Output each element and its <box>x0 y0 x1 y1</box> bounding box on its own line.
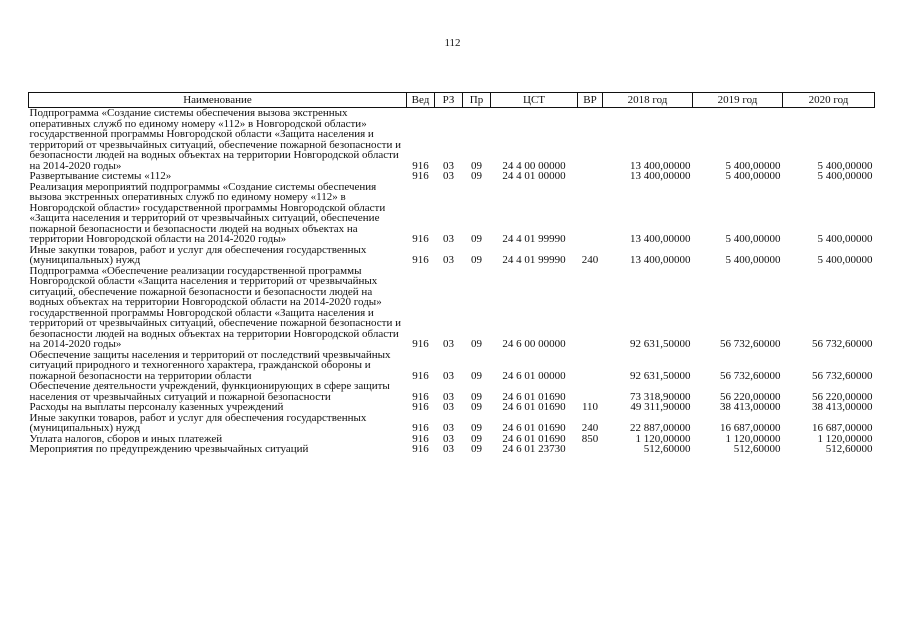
page-number: 112 <box>444 37 461 49</box>
cell-ved: 916 <box>412 432 429 445</box>
table-row <box>29 381 875 402</box>
cell-2019: 1 120,00000 <box>725 432 781 445</box>
cell-rz: 03 <box>443 254 454 266</box>
cell-2018: 512,60000 <box>643 443 691 455</box>
cell-name: Расходы на выплаты персоналу казенных учреждений <box>29 401 284 413</box>
cell-pr: 09 <box>471 338 482 350</box>
cell-2018: 92 631,50000 <box>630 369 691 382</box>
cell-2019: 38 413,00000 <box>720 401 781 413</box>
header-cst: ЦСТ <box>491 93 578 108</box>
cell-pr: 09 <box>471 254 482 266</box>
table-row <box>29 402 875 413</box>
cell-cst: 24 4 01 00000 <box>502 170 566 182</box>
cell-2018: 13 400,00000 <box>630 159 691 172</box>
cell-ved: 916 <box>412 254 429 266</box>
header-2020: 2020 год <box>783 93 875 108</box>
cell-cst: 24 4 00 00000 <box>502 159 566 172</box>
cell-pr: 09 <box>471 432 482 445</box>
cell-name: Иные закупки товаров, работ и услуг для обеспечения государственных (муниципальных) нужд <box>29 243 367 266</box>
cell-ved: 916 <box>412 390 429 403</box>
cell-2018: 13 400,00000 <box>630 233 691 245</box>
cell-rz: 03 <box>443 170 454 182</box>
cell-pr: 09 <box>471 443 482 455</box>
cell-cst: 24 6 01 00000 <box>502 369 566 382</box>
cell-pr: 09 <box>471 369 482 382</box>
cell-pr: 09 <box>471 390 482 403</box>
cell-2019: 512,60000 <box>733 443 781 455</box>
cell-2018: 92 631,50000 <box>630 338 691 350</box>
cell-name: Иные закупки товаров, работ и услуг для обеспечения государственных (муниципальных) нужд <box>29 411 367 434</box>
cell-ved: 916 <box>412 369 429 382</box>
cell-cst: 24 6 00 00000 <box>502 338 566 350</box>
cell-cst: 24 6 01 01690 <box>502 401 566 413</box>
cell-2019: 5 400,00000 <box>725 159 781 172</box>
cell-2020: 56 732,60000 <box>812 338 873 350</box>
cell-cst: 24 6 01 01690 <box>502 390 566 403</box>
cell-ved: 916 <box>412 159 429 172</box>
cell-vr <box>578 444 603 455</box>
cell-ved: 916 <box>412 422 429 434</box>
cell-2018: 13 400,00000 <box>630 170 691 182</box>
cell-vr: 240 <box>581 254 599 266</box>
cell-2018: 13 400,00000 <box>630 254 691 266</box>
table-row <box>29 350 875 382</box>
cell-vr <box>578 108 603 172</box>
cell-rz: 03 <box>443 401 454 413</box>
cell-2020: 56 220,00000 <box>812 390 873 403</box>
cell-rz: 03 <box>443 159 454 172</box>
cell-2019: 56 732,60000 <box>720 369 781 382</box>
cell-2019: 5 400,00000 <box>725 254 781 266</box>
cell-vr: 110 <box>581 401 599 413</box>
cell-2018: 1 120,00000 <box>635 432 691 445</box>
cell-name: Обеспечение защиты населения и территорий от последствий чрезвычайных ситуаций природного и техногенного характера, гражданской обороны и пожарной безопасности на территории области <box>29 348 391 382</box>
table-row <box>29 171 875 182</box>
cell-2019: 56 732,60000 <box>720 338 781 350</box>
header-name: Наименование <box>29 93 407 108</box>
cell-name: Мероприятия по предупреждению чрезвычайных ситуаций <box>29 443 309 455</box>
cell-vr <box>578 350 603 382</box>
cell-ved: 916 <box>412 401 429 413</box>
cell-rz: 03 <box>443 233 454 245</box>
cell-pr: 09 <box>471 422 482 434</box>
cell-cst: 24 4 01 99990 <box>502 233 566 245</box>
table-body <box>29 108 875 455</box>
cell-name: Уплата налогов, сборов и иных платежей <box>29 432 223 445</box>
cell-2018: 49 311,90000 <box>630 401 691 413</box>
cell-2020: 1 120,00000 <box>817 432 873 445</box>
cell-2019: 56 220,00000 <box>720 390 781 403</box>
cell-pr: 09 <box>471 170 482 182</box>
cell-ved: 916 <box>412 338 429 350</box>
cell-vr <box>578 266 603 350</box>
cell-name: Подпрограмма «Обеспечение реализации государственной программы Новгородской области «Защита населения и территорий от чрезвычайных ситуаций, обеспечение пожарной безопасности и безопасности людей на водных объектах на территории Новгородской области на 2014-2020 годы» государственной программы Новгородской области «Защита населения и территорий от чрезвычайных ситуаций, обеспечение пожарной безопасности и безопасности людей на водных объектах на территории Новгородской области на 2014-2020 годы» <box>29 264 402 350</box>
cell-name: Обеспечение деятельности учреждений, функционирующих в сфере защиты населения от чрезвычайных ситуаций и пожарной безопасности <box>29 380 390 403</box>
cell-rz: 03 <box>443 369 454 382</box>
table-row <box>29 182 875 245</box>
cell-name: Подпрограмма «Создание системы обеспечения вызова экстренных оперативных служб по единому номеру «112» в Новгородской области» государственной программы Новгородской области «Защита населения и территорий от чрезвычайных ситуаций, обеспечение пожарной безопасности и безопасности людей на водных объектах на территории Новгородской области на 2014-2020 годы» <box>29 107 402 172</box>
header-ved: Вед <box>407 93 435 108</box>
cell-2020: 16 687,00000 <box>812 422 873 434</box>
cell-cst: 24 6 01 01690 <box>502 422 566 434</box>
cell-vr <box>578 171 603 182</box>
header-2018: 2018 год <box>603 93 693 108</box>
cell-name: Развертывание системы «112» <box>29 170 172 182</box>
cell-rz: 03 <box>443 338 454 350</box>
cell-cst: 24 6 01 01690 <box>502 432 566 445</box>
cell-pr: 09 <box>471 233 482 245</box>
cell-2019: 5 400,00000 <box>725 233 781 245</box>
cell-name: Реализация мероприятий подпрограммы «Создание системы обеспечения вызова экстренных оперативных служб по единому номеру «112» в Новгородской области» государственной программы Новгородской области «Защита населения и территорий от чрезвычайных ситуаций, обеспечение пожарной безопасности и безопасности людей на водных объектах на территории Новгородской области на 2014-2020 годы» <box>29 180 386 245</box>
cell-vr <box>578 182 603 245</box>
header-rz: РЗ <box>435 93 463 108</box>
cell-rz: 03 <box>443 432 454 445</box>
table-row <box>29 245 875 266</box>
table-row <box>29 444 875 455</box>
table-row <box>29 413 875 434</box>
table-row <box>29 266 875 350</box>
cell-vr: 850 <box>581 432 599 445</box>
cell-ved: 916 <box>412 443 429 455</box>
cell-2020: 512,60000 <box>825 443 873 455</box>
cell-rz: 03 <box>443 443 454 455</box>
cell-2020: 5 400,00000 <box>817 170 873 182</box>
cell-cst: 24 6 01 23730 <box>502 443 566 455</box>
cell-vr <box>578 381 603 402</box>
cell-rz: 03 <box>443 390 454 403</box>
cell-vr: 240 <box>581 422 599 434</box>
cell-2018: 22 887,00000 <box>630 422 691 434</box>
cell-ved: 916 <box>412 233 429 245</box>
cell-2020: 5 400,00000 <box>817 233 873 245</box>
cell-cst: 24 4 01 99990 <box>502 254 566 266</box>
cell-2020: 38 413,00000 <box>812 401 873 413</box>
cell-rz: 03 <box>443 422 454 434</box>
cell-2019: 5 400,00000 <box>725 170 781 182</box>
cell-ved: 916 <box>412 170 429 182</box>
header-pr: Пр <box>463 93 491 108</box>
cell-2020: 5 400,00000 <box>817 159 873 172</box>
header-vr: ВР <box>578 93 603 108</box>
table-row <box>29 108 875 172</box>
cell-pr: 09 <box>471 401 482 413</box>
cell-pr: 09 <box>471 159 482 172</box>
table-header-row <box>29 93 875 108</box>
budget-table <box>28 92 875 455</box>
header-2019: 2019 год <box>693 93 783 108</box>
cell-2020: 56 732,60000 <box>812 369 873 382</box>
cell-2018: 73 318,90000 <box>630 390 691 403</box>
cell-2020: 5 400,00000 <box>817 254 873 266</box>
cell-2019: 16 687,00000 <box>720 422 781 434</box>
